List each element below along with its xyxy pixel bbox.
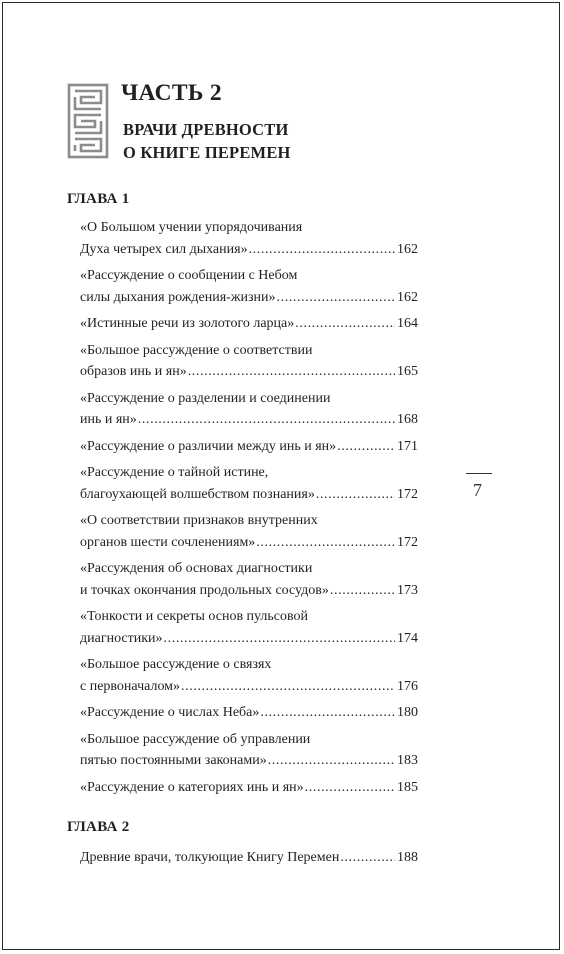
dot-leader	[268, 750, 395, 772]
toc-entry-page-number: 171	[397, 438, 418, 454]
toc-entry-title-line2: с первоначалом»	[80, 678, 181, 694]
chapter1-toc	[80, 217, 418, 798]
dot-leader	[188, 361, 395, 383]
toc-entry[interactable]	[80, 265, 418, 308]
toc-entry-title-line2: пятью постоянными законами»	[80, 753, 267, 768]
toc-entry-page-number: 172	[397, 534, 418, 550]
chapter1-heading: ГЛАВА 1	[67, 191, 130, 207]
toc-entry[interactable]	[80, 777, 418, 799]
dot-leader	[181, 676, 395, 698]
toc-entry-page-number: 162	[397, 241, 418, 257]
toc-entry-title-line2: инь и ян»	[80, 412, 137, 427]
dot-leader	[164, 628, 395, 650]
toc-entry[interactable]	[80, 847, 418, 869]
toc-entry-row	[80, 628, 418, 650]
toc-entry-page-number: 164	[397, 316, 418, 331]
toc-entry-page-number: 183	[397, 753, 418, 768]
dot-leader	[305, 777, 395, 799]
dot-leader	[260, 702, 395, 724]
toc-entry-title-line2: силы дыхания рождения-жизни»	[80, 289, 276, 305]
toc-entry-row	[80, 287, 418, 309]
toc-entry[interactable]	[80, 606, 418, 649]
toc-entry-title-line2: «Рассуждение о числах Неба»	[80, 705, 260, 720]
toc-entry-row	[80, 580, 418, 602]
toc-entry[interactable]	[80, 340, 418, 383]
dot-leader	[249, 239, 395, 261]
toc-entry-row	[80, 702, 418, 724]
toc-entry-title-line2: «Рассуждение о различии между инь и ян»	[80, 438, 337, 454]
toc-entry[interactable]	[80, 436, 418, 458]
toc-entry-row	[80, 436, 418, 458]
dot-leader	[256, 532, 395, 554]
toc-entry-page-number: 188	[397, 850, 418, 865]
toc-entry[interactable]	[80, 313, 418, 335]
dot-leader	[277, 287, 395, 309]
toc-entry-page-number: 176	[397, 678, 418, 694]
toc-entry-row	[80, 484, 418, 506]
toc-entry-title-line2: Древние врачи, толкующие Книгу Перемен	[80, 850, 340, 865]
dot-leader	[337, 436, 395, 458]
toc-entry-title-line2: органов шести сочленениям»	[80, 534, 256, 550]
toc-entry-title-line1: «О Большом учении упорядочивания	[80, 220, 303, 235]
toc-entry-page-number: 174	[397, 630, 418, 646]
toc-entry-title-line1: «Большое рассуждение о соответствии	[80, 342, 313, 358]
dot-leader	[295, 313, 395, 335]
toc-entry-row	[80, 313, 418, 335]
toc-entry-page-number: 162	[397, 289, 418, 305]
dot-leader	[138, 409, 395, 431]
dot-leader	[330, 580, 395, 602]
part-subtitle-line2: О КНИГЕ ПЕРЕМЕН	[123, 143, 291, 162]
chapter2-toc	[80, 847, 418, 869]
toc-entry[interactable]	[80, 217, 418, 260]
toc-entry-row	[80, 847, 418, 869]
toc-entry-row	[80, 532, 418, 554]
toc-entry-page-number: 180	[397, 705, 418, 720]
toc-entry-title-line2: образов инь и ян»	[80, 364, 187, 379]
part-subtitle	[123, 118, 291, 164]
toc-entry-page-number: 173	[397, 582, 418, 598]
chapter2-heading: ГЛАВА 2	[67, 819, 130, 835]
toc-entry[interactable]	[80, 654, 418, 697]
toc-entry-title-line2: и точках окончания продольных сосудов»	[80, 582, 329, 598]
toc-entry-title-line1: «Рассуждение о разделении и соединении	[80, 390, 331, 406]
toc-entry[interactable]	[80, 729, 418, 772]
toc-entry-title-line2: «Истинные речи из золотого ларца»	[80, 316, 295, 331]
book-page	[2, 2, 560, 950]
toc-entry[interactable]	[80, 510, 418, 553]
toc-entry-title-line1: «Рассуждения об основах диагностики	[80, 561, 313, 576]
toc-entry-title-line1: «Рассуждение о тайной истине,	[80, 465, 269, 480]
toc-entry-page-number: 185	[397, 779, 418, 795]
toc-entry-row	[80, 409, 418, 431]
toc-entry-title-line2: Духа четырех сил дыхания»	[80, 241, 248, 257]
toc-entry[interactable]	[80, 388, 418, 431]
toc-entry-row	[80, 361, 418, 383]
part-subtitle-line1: ВРАЧИ ДРЕВНОСТИ	[123, 120, 289, 139]
toc-entry-title-line2: диагностики»	[80, 630, 163, 646]
toc-entry-row	[80, 750, 418, 772]
toc-entry-row	[80, 239, 418, 261]
toc-entry-title-line1: «Большое рассуждение об управлении	[80, 731, 311, 747]
toc-entry[interactable]	[80, 462, 418, 505]
dot-leader	[316, 484, 395, 506]
page-number-rule	[466, 473, 492, 474]
part-title: ЧАСТЬ 2	[121, 80, 222, 106]
toc-entry-page-number: 172	[397, 486, 418, 502]
toc-entry-title-line1: «Тонкости и секреты основ пульсовой	[80, 609, 309, 624]
toc-entry-title-line1: «Рассуждение о сообщении с Небом	[80, 268, 298, 283]
toc-entry-page-number: 165	[397, 364, 418, 379]
toc-entry-title-line1: «Большое рассуждение о связях	[80, 657, 272, 672]
toc-entry-title-line2: «Рассуждение о категориях инь и ян»	[80, 779, 304, 795]
page-number: 7	[473, 480, 482, 500]
toc-entry-page-number: 168	[397, 412, 418, 427]
dot-leader	[340, 847, 395, 869]
toc-entry-row	[80, 676, 418, 698]
toc-entry[interactable]	[80, 558, 418, 601]
toc-entry-title-line1: «О соответствии признаков внутренних	[80, 513, 318, 528]
toc-entry-row	[80, 777, 418, 799]
toc-entry-title-line2: благоухающей волшебством познания»	[80, 486, 315, 502]
toc-entry[interactable]	[80, 702, 418, 724]
chinese-fret-ornament-icon	[67, 83, 109, 159]
